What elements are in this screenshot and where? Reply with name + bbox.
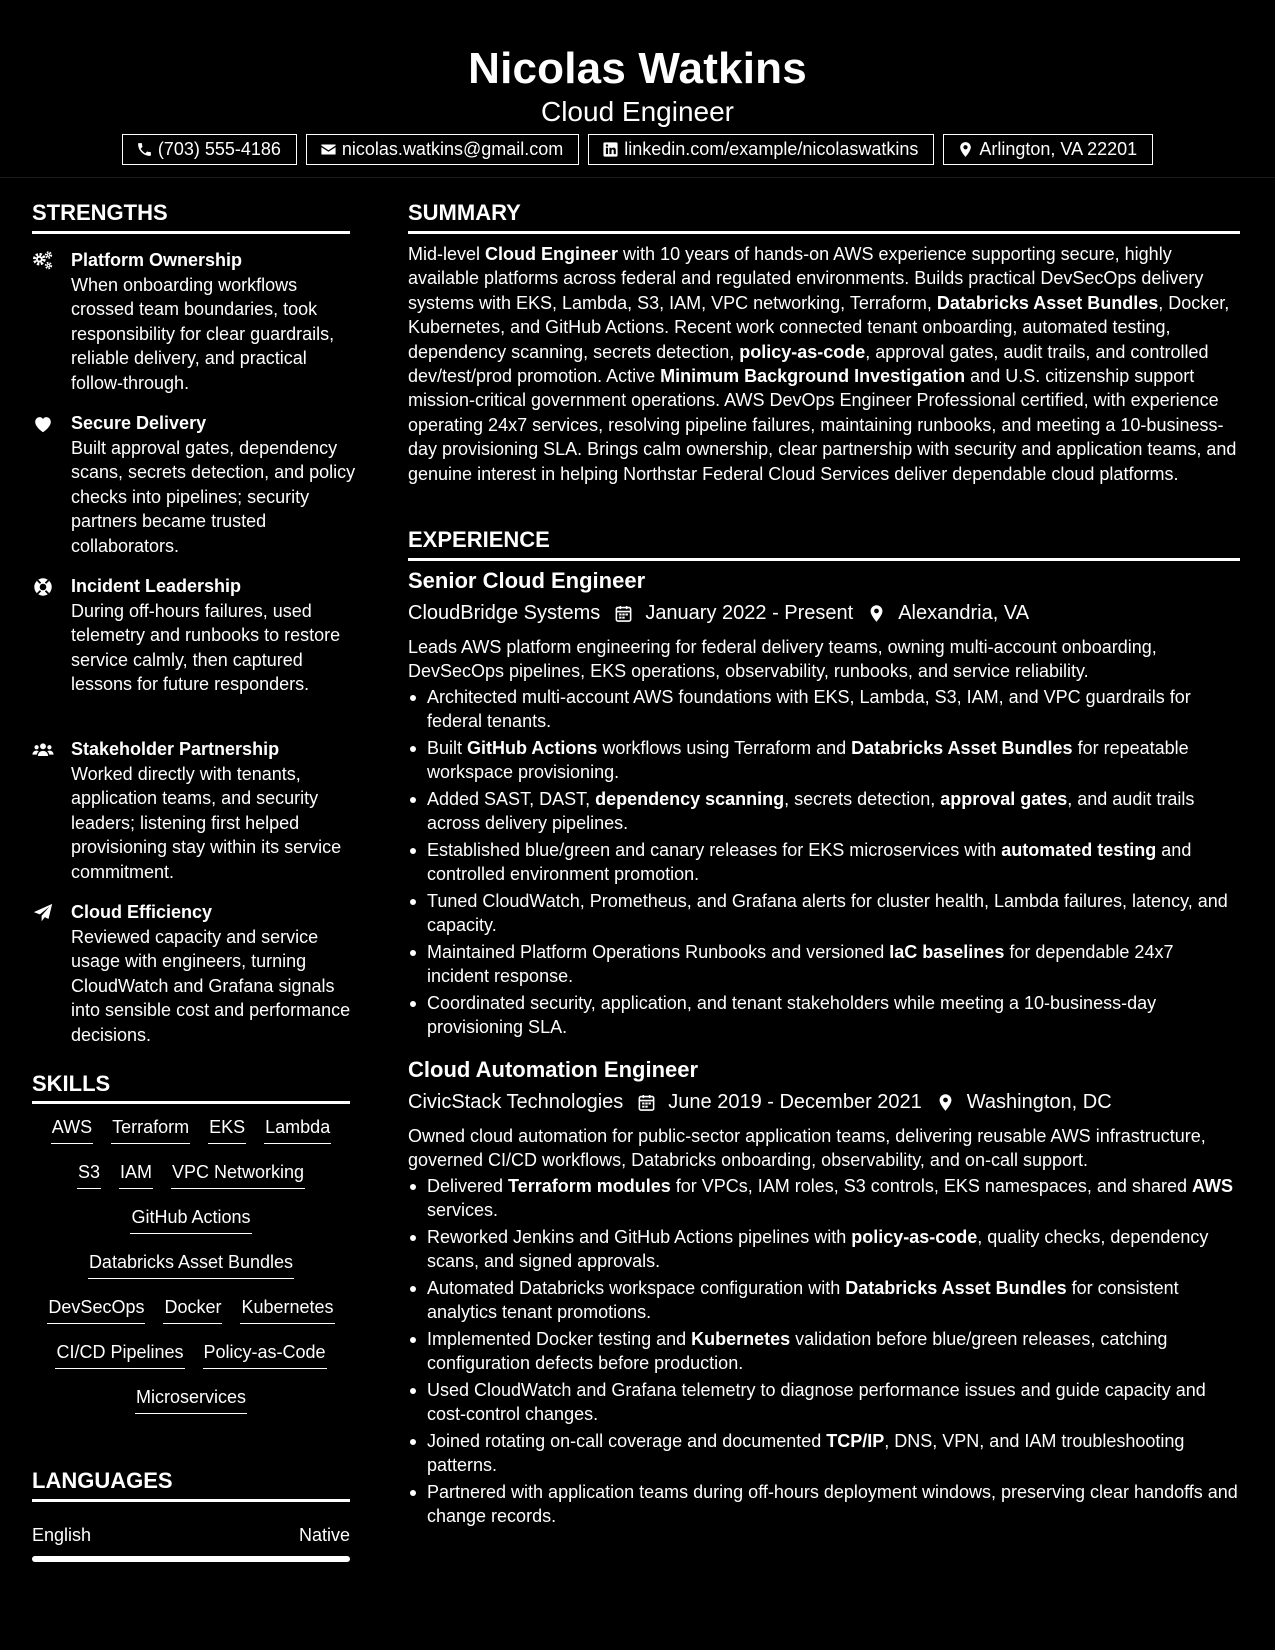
strength-title: Cloud Efficiency	[71, 902, 213, 922]
job-description: Leads AWS platform engineering for federal delivery teams, owning multi-account onboarding, DevSecOps pipelines, EKS operations, observability, runbooks, and service reliability.	[408, 637, 1157, 682]
strength-description: When onboarding workflows crossed team boundaries, took responsibility for clear guardrails, reliable delivery, and practical follow-through.	[71, 275, 335, 393]
linkedin-icon	[602, 141, 619, 158]
contact-linkedin[interactable]	[588, 134, 934, 165]
map-pin-icon	[957, 141, 974, 158]
strength-description: During off-hours failures, used telemetry and runbooks to restore service calmly, then captured lessons for future responders.	[71, 601, 341, 695]
email-text: nicolas.watkins@gmail.com	[341, 139, 564, 159]
paper-plane-icon	[32, 902, 54, 924]
languages-rule	[32, 1499, 350, 1502]
skill-tag: Databricks Asset Bundles	[88, 1250, 294, 1279]
job-bullet: Joined rotating on-call coverage and documented TCP/IP, DNS, VPN, and IAM troubleshooting patterns.	[408, 1429, 1240, 1478]
skill-tag: S3	[77, 1160, 101, 1189]
skill-tag: AWS	[51, 1115, 93, 1144]
emphasis: policy-as-code	[851, 1227, 978, 1247]
job-bullets	[408, 685, 1240, 1042]
emphasis: Cloud Engineer	[485, 244, 619, 264]
skill-row	[32, 1205, 350, 1250]
skill-row	[32, 1250, 350, 1295]
job-description: Owned cloud automation for public-sector application teams, delivering reusable AWS infrastructure, governed CI/CD workflows, Databricks onboarding, observability, and on-call support.	[408, 1126, 1206, 1171]
job-meta	[408, 1089, 1112, 1115]
job-bullet: Implemented Docker testing and Kubernetes validation before blue/green releases, catching configuration defects before production.	[408, 1327, 1240, 1376]
gears-icon	[32, 250, 54, 272]
job-bullet: Tuned CloudWatch, Prometheus, and Grafana alerts for cluster health, Lambda failures, latency, and capacity.	[408, 889, 1240, 938]
job-bullet: Architected multi-account AWS foundations with EKS, Lambda, S3, IAM, and VPC guardrails for federal tenants.	[408, 685, 1240, 734]
contact-phone[interactable]	[122, 134, 297, 165]
job-location: Alexandria, VA	[898, 602, 1030, 624]
candidate-name: Nicolas Watkins	[468, 44, 807, 93]
job-company: CivicStack Technologies	[408, 1091, 624, 1113]
language-name: English	[32, 1525, 92, 1545]
job-bullet: Reworked Jenkins and GitHub Actions pipelines with policy-as-code, quality checks, dependency scans, and signed approvals.	[408, 1225, 1240, 1274]
emphasis: Kubernetes	[691, 1329, 791, 1349]
phone-text: (703) 555-4186	[157, 139, 281, 159]
skill-row	[32, 1385, 350, 1430]
job-bullet: Built GitHub Actions workflows using Terraform and Databricks Asset Bundles for repeatable workspace provisioning.	[408, 736, 1240, 785]
calendar-icon	[637, 1093, 656, 1112]
emphasis: Databricks Asset Bundles	[936, 292, 1159, 313]
contact-location[interactable]	[943, 134, 1153, 165]
skill-tag: IAM	[119, 1160, 153, 1189]
job-bullets	[408, 1174, 1240, 1531]
job-dates: January 2022 - Present	[645, 602, 854, 624]
experience-heading: EXPERIENCE	[408, 527, 550, 552]
emphasis: AWS	[1192, 1176, 1234, 1196]
job-meta	[408, 600, 1029, 626]
job-dates: June 2019 - December 2021	[668, 1091, 922, 1113]
skill-row	[32, 1340, 350, 1385]
job-role: Senior Cloud Engineer	[408, 568, 646, 593]
skills-heading: SKILLS	[32, 1071, 111, 1096]
job-bullet: Delivered Terraform modules for VPCs, IAM roles, S3 controls, EKS namespaces, and shared AWS services.	[408, 1174, 1240, 1223]
emphasis: IaC baselines	[889, 942, 1005, 962]
skill-tag: GitHub Actions	[130, 1205, 251, 1234]
skill-tag: Terraform	[111, 1115, 190, 1144]
job-bullet: Maintained Platform Operations Runbooks and versioned IaC baselines for dependable 24x7 incident response.	[408, 940, 1240, 989]
strengths-heading: STRENGTHS	[32, 200, 168, 225]
candidate-title: Cloud Engineer	[540, 96, 735, 127]
skill-tag: CI/CD Pipelines	[55, 1340, 184, 1369]
strengths-rule	[32, 231, 350, 234]
job-role: Cloud Automation Engineer	[408, 1057, 699, 1082]
resume-header	[0, 0, 1275, 178]
map-pin-icon	[867, 604, 886, 623]
strength-description: Reviewed capacity and service usage with engineers, turning CloudWatch and Grafana signals into sensible cost and performance decisions.	[71, 927, 351, 1045]
emphasis: Databricks Asset Bundles	[851, 738, 1073, 758]
job-bullet: Added SAST, DAST, dependency scanning, secrets detection, approval gates, and audit trails across delivery pipelines.	[408, 787, 1240, 836]
job-company: CloudBridge Systems	[408, 602, 601, 624]
skill-tag: Lambda	[264, 1115, 331, 1144]
contact-email[interactable]	[306, 134, 579, 165]
emphasis: Minimum Background Investigation	[660, 366, 966, 387]
skill-tag: Kubernetes	[240, 1295, 334, 1324]
skills-list	[32, 1115, 350, 1430]
skill-tag: Policy-as-Code	[203, 1340, 327, 1369]
emphasis: TCP/IP	[826, 1431, 885, 1451]
strength-description: Worked directly with tenants, application teams, and security leaders; listening first helped provisioning stay within its service commitment.	[71, 764, 342, 882]
languages-heading: LANGUAGES	[32, 1468, 173, 1493]
users-icon	[32, 739, 54, 761]
strength-title: Stakeholder Partnership	[71, 739, 280, 759]
strength-title: Platform Ownership	[71, 250, 243, 270]
emphasis: approval gates	[940, 789, 1068, 809]
contact-bar	[0, 134, 1275, 165]
skills-rule	[32, 1101, 350, 1104]
skill-row	[32, 1295, 350, 1340]
experience-rule	[408, 558, 1240, 561]
emphasis: policy-as-code	[739, 341, 866, 362]
summary-heading: SUMMARY	[408, 200, 521, 225]
skill-tag: Microservices	[135, 1385, 247, 1414]
calendar-icon	[614, 604, 633, 623]
skill-tag: Docker	[163, 1295, 222, 1324]
skill-tag: DevSecOps	[47, 1295, 145, 1324]
envelope-icon	[320, 141, 337, 158]
language-proficiency-bar	[32, 1556, 350, 1562]
job-bullet: Used CloudWatch and Grafana telemetry to diagnose performance issues and guide capacity and cost-control changes.	[408, 1378, 1240, 1427]
strength-title: Incident Leadership	[71, 576, 242, 596]
map-pin-icon	[936, 1093, 955, 1112]
linkedin-text: linkedin.com/example/nicolaswatkins	[624, 139, 919, 159]
lifebuoy-icon	[32, 576, 54, 598]
summary-rule	[408, 231, 1240, 234]
strength-description: Built approval gates, dependency scans, secrets detection, and policy checks into pipelines; security partners became trusted collaborators.	[71, 438, 356, 556]
phone-icon	[136, 141, 153, 158]
job-bullet: Established blue/green and canary releases for EKS microservices with automated testing and controlled environment promotion.	[408, 838, 1240, 887]
job-bullet: Automated Databricks workspace configuration with Databricks Asset Bundles for consistent analytics tenant promotions.	[408, 1276, 1240, 1325]
location-text: Arlington, VA 22201	[979, 139, 1138, 159]
language-level: Native	[298, 1525, 350, 1545]
emphasis: Databricks Asset Bundles	[845, 1278, 1067, 1298]
heart-icon	[32, 413, 54, 435]
skill-row	[32, 1115, 350, 1160]
job-bullet: Partnered with application teams during off-hours deployment windows, preserving clear handoffs and change records.	[408, 1480, 1240, 1529]
emphasis: GitHub Actions	[467, 738, 598, 758]
skill-tag: VPC Networking	[171, 1160, 305, 1189]
emphasis: automated testing	[1001, 840, 1157, 860]
emphasis: dependency scanning	[595, 789, 785, 809]
emphasis: Terraform modules	[508, 1176, 671, 1196]
strength-title: Secure Delivery	[71, 413, 207, 433]
skill-row	[32, 1160, 350, 1205]
skill-tag: EKS	[208, 1115, 246, 1144]
summary-text: Mid-level Cloud Engineer with 10 years of hands-on AWS experience supporting secure, highly available platforms across federal and regulated environments. Builds practical DevSecOps delivery systems with EKS, Lambda, S3, IAM, VPC networking, Terraform, Databricks Asset Bundles, Docker, Kubernetes, and GitHub Actions. Recent work connected tenant onboarding, automated testing, dependency scanning, secrets detection, policy-as-code, approval gates, audit trails, and controlled dev/test/prod promotion. Active Minimum Background Investigation and U.S. citizenship support mission-critical government operations. AWS DevOps Engineer Professional certified, with experience operating 24x7 services, resolving pipeline failures, maintaining runbooks, and meeting a 10-business-day provisioning SLA. Brings calm ownership, clear partnership with security and application teams, and genuine interest in helping Northstar Federal Cloud Services deliver dependable cloud platforms.	[408, 244, 1237, 484]
language-proficiency-fill	[32, 1556, 350, 1562]
job-bullet: Coordinated security, application, and tenant stakeholders while meeting a 10-business-day provisioning SLA.	[408, 991, 1240, 1040]
job-location: Washington, DC	[966, 1091, 1112, 1113]
